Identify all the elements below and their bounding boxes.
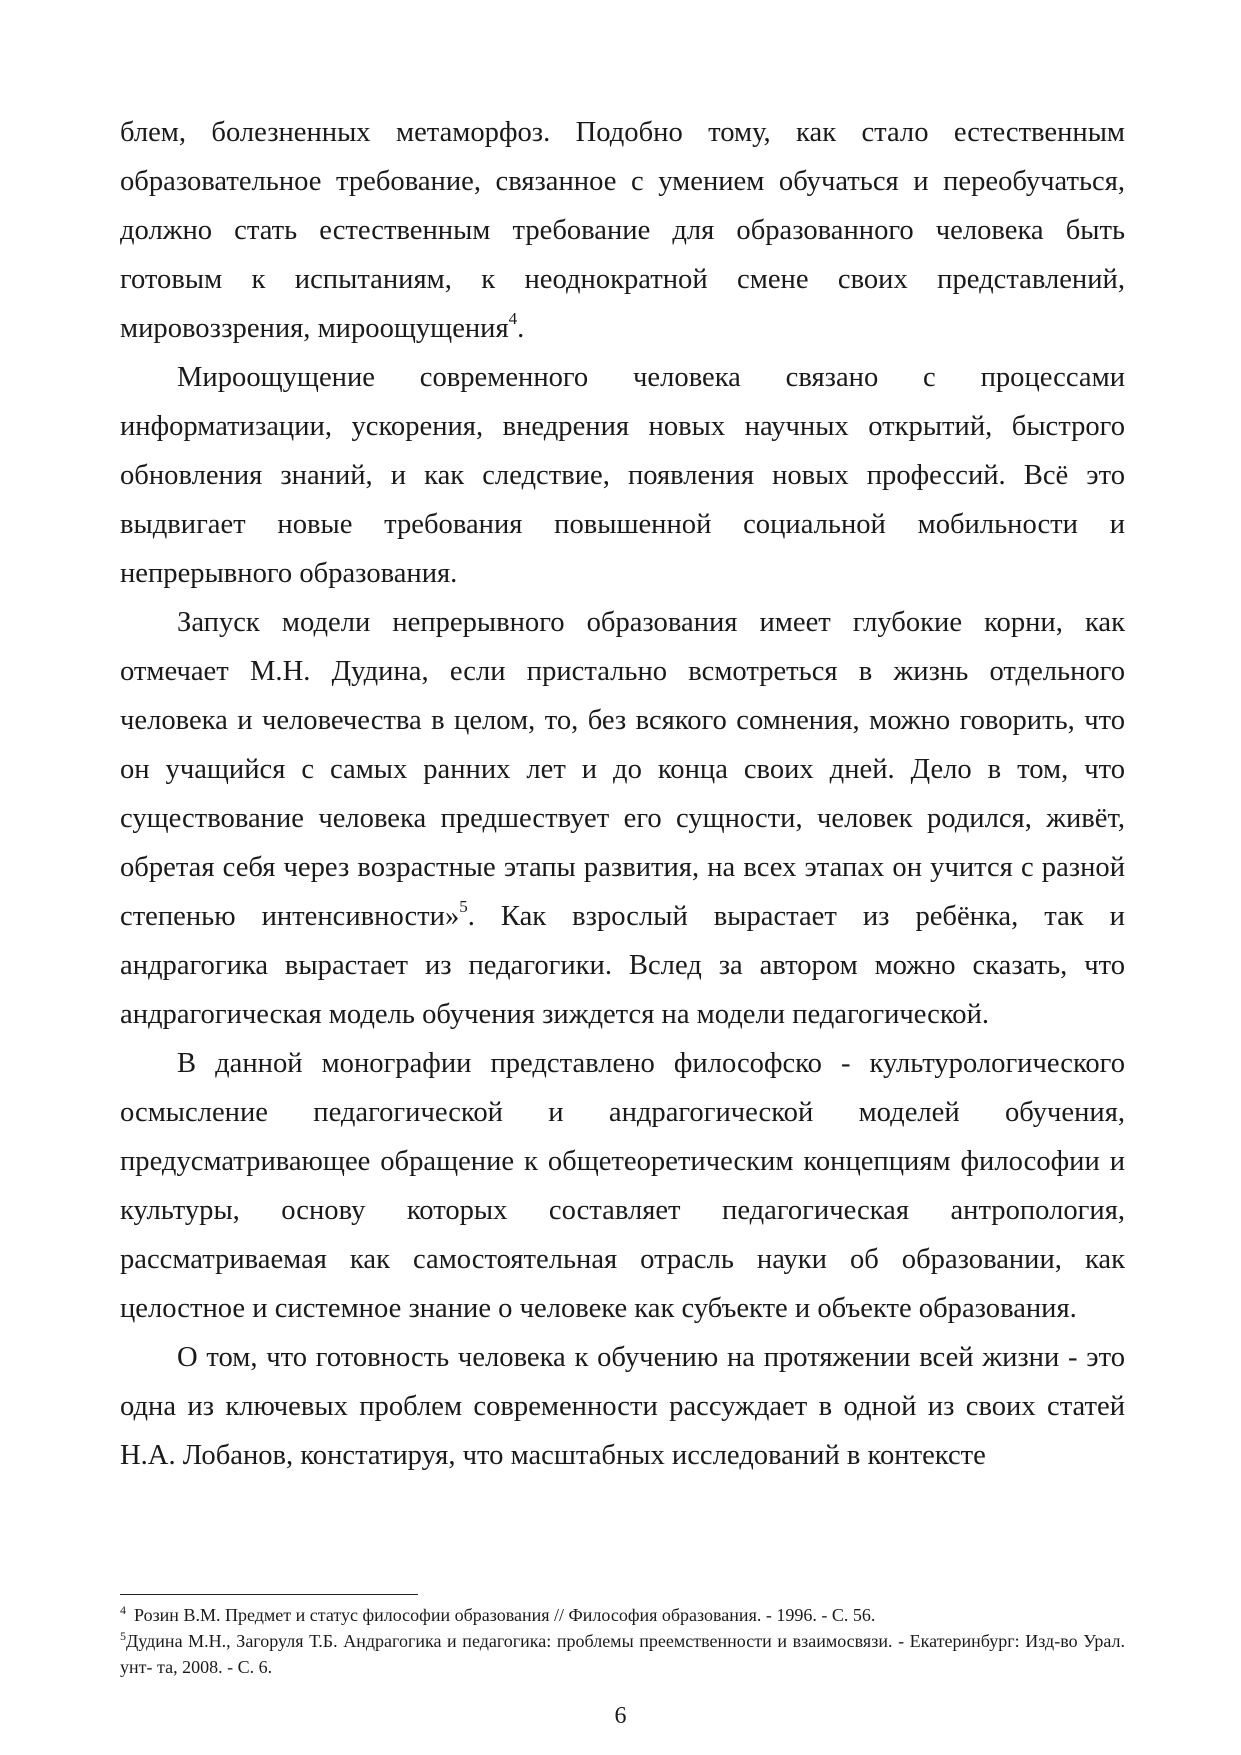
paragraph-text: Запуск модели непрерывного образования имеет глубокие корни, как отмечает М.Н. Дудина, если пристально всмотреться в жизнь отдельного человека и человечества в целом, то, без всякого сомнения, можно говорить, что он учащийся с самых ранних лет и до конца своих дней. Дело в том, что существование человека предшествует его сущности, человек родился, живёт, обретая себя через возрастные этапы развития, на всех этапах он учится с разной степенью интенсивности» [120,607,1125,932]
paragraph [120,353,1125,598]
footnote-text: Дудина М.Н., Загоруля Т.Б. Андрагогика и педагогика: проблемы преемственности и взаимосвязи. - Екатеринбург: Изд-во Урал. унт- та, 2008. - С. 6. [120,1631,1125,1677]
footnote-reference[interactable]: 5 [459,897,468,917]
paragraph-continuation [120,108,1125,353]
paragraph [120,1333,1125,1480]
paragraph-text-tail: . Как взрослый вырастает из ребёнка, так и андрагогика вырастает из педагогики. Вслед за автором можно сказать, что андрагогическая модель обучения зиждется на модели педагогической. [120,901,1125,1030]
footnotes [120,1602,1125,1680]
footnote-reference[interactable]: 4 [508,309,518,329]
footnote-text: Розин В.М. Предмет и статус философии образования // Философия образования. - 1996. - С. 56. [134,1605,876,1625]
footnote-separator [120,1594,418,1595]
paragraph-text-tail: . [517,313,525,344]
footnote [120,1628,1125,1680]
page-number: 6 [614,1703,627,1729]
paragraph-text: В данной монографии представлено философско - культурологического осмысление педагогической и андрагогической моделей обучения, предусматривающее обращение к общетеоретическим концепциям философии и культуры, основу которых составляет педагогическая антропология, рассматриваемая как самостоятельная отрасль науки об образовании, как целостное и системное знание о человеке как субъекте и объекте образования. [120,1048,1125,1324]
paragraph-text: блем, болезненных метаморфоз. Подобно тому, как стало естественным образовательное требование, связанное с умением обучаться и переобучаться, должно стать естественным требование для образованного человека быть готовым к испытаниям, к неоднократной смене своих представлений, мировоззрения, мироощущения [120,117,1125,344]
paragraph-text: Мироощущение современного человека связано с процессами информатизации, ускорения, внедрения новых научных открытий, быстрого обновления знаний, и как следствие, появления новых профессий. Всё это выдвигает новые требования повышенной социальной мобильности и непрерывного образования. [120,362,1125,589]
paragraph [120,1039,1125,1333]
main-text [120,108,1125,1480]
footnote-number: 5 [120,1629,126,1643]
paragraph-text: О том, что готовность человека к обучению на протяжении всей жизни - это одна из ключевых проблем современности рассуждает в одной из своих статей Н.А. Лобанов, констатируя, что масштабных исследований в контексте [120,1342,1125,1471]
footnote [120,1602,1125,1628]
paragraph [120,598,1125,1039]
footnote-number: 4 [120,1603,126,1617]
